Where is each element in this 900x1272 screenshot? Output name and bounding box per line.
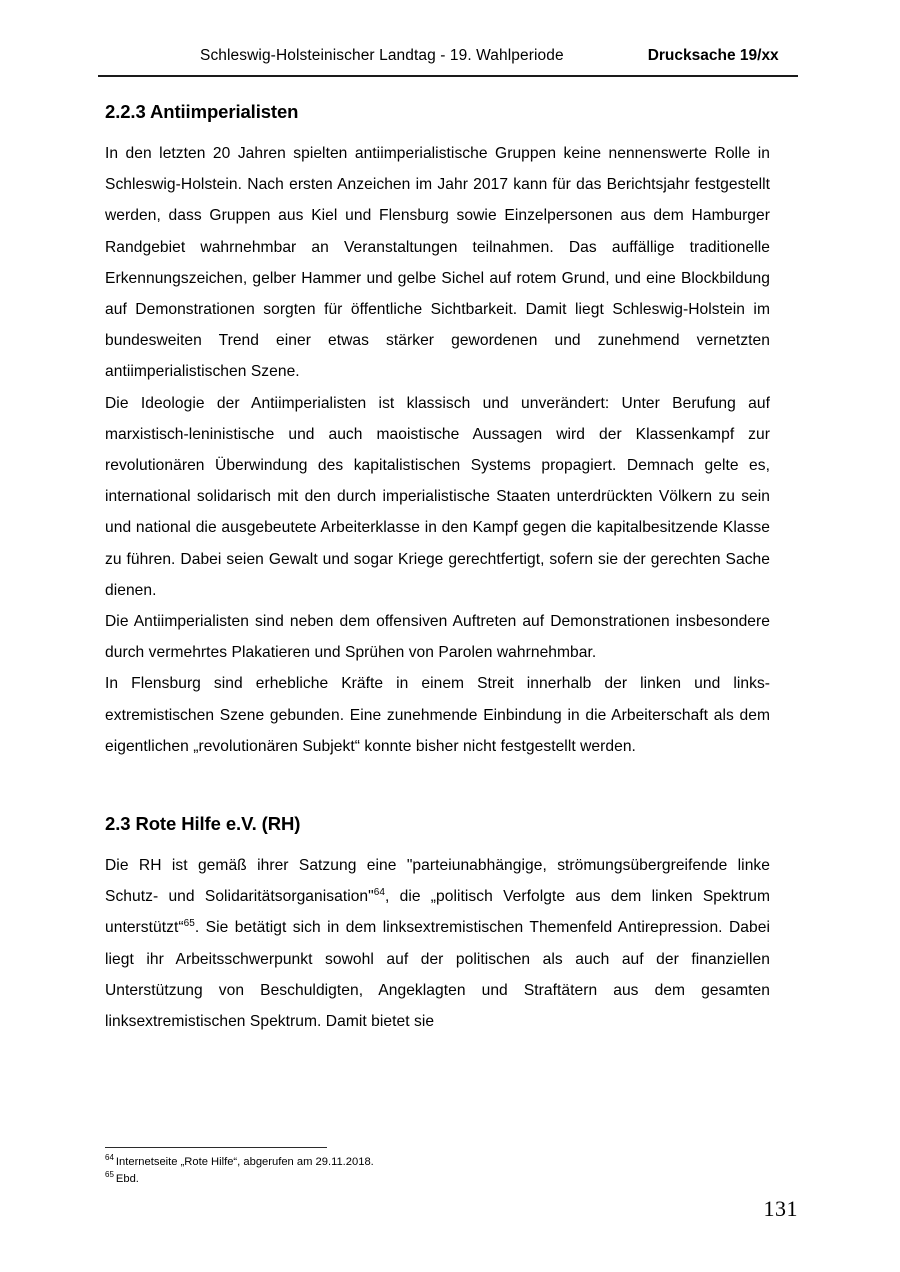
paragraph-with-footnote-refs bbox=[105, 850, 770, 1037]
page-header bbox=[98, 46, 798, 66]
header-center-title: Schleswig-Holsteinischer Landtag - 19. Wahlperiode bbox=[200, 47, 564, 64]
footnote-ref-65[interactable]: 65 bbox=[183, 918, 195, 930]
paragraph-text-part: . Sie betätigt sich in dem linksextremistischen Themenfeld Antirepression. Dabei liegt ihr Arbeitsschwerpunkt sowohl auf der politischen als auch auf der finanziellen Unterstützung von Beschuldigten, Angeklagten und Straftätern aus dem gesamten linksextremistischen Spektrum. Damit bietet sie bbox=[105, 919, 770, 1031]
page-number: 131 bbox=[763, 1196, 798, 1221]
paragraph: Die Antiimperialisten sind neben dem offensiven Auftreten auf Demonstrationen insbesondere durch vermehrtes Plakatieren und Sprühen von Parolen wahrnehmbar. bbox=[105, 613, 770, 662]
footnote-item bbox=[105, 1154, 770, 1171]
footnote-text: Internetseite „Rote Hilfe“, abgerufen am 29.11.2018. bbox=[115, 1156, 374, 1168]
footnote-area bbox=[105, 1154, 770, 1187]
footnote-marker: 64 bbox=[105, 1153, 114, 1163]
paragraph: In den letzten 20 Jahren spielten antiimperialistische Gruppen keine nennenswerte Rolle in Schleswig-Holstein. Nach ersten Anzeichen im Jahr 2017 kann für das Berichtsjahr festgestellt werden, dass Gruppen aus Kiel und Flensburg sowie Einzelpersonen aus dem Hamburger Randgebiet wahrnehmbar an Veranstaltungen teilnahmen. Das auffällige traditionelle Erkennungszeichen, gelber Hammer und gelbe Sichel auf rotem Grund, und eine Blockbildung auf Demonstrationen sorgten für öffentliche Sichtbarkeit. Damit liegt Schleswig-Holstein im bundesweiten Trend einer etwas stärker gewordenen und zunehmend vernetzten antiimperialistischen Szene. bbox=[105, 145, 770, 381]
footnote-text: Ebd. bbox=[115, 1172, 139, 1185]
footnote-item bbox=[105, 1171, 770, 1188]
paragraph-text-part: Die RH ist gemäß ihrer Satzung eine "parteiunabhängige, strömungsübergreifende linke Schutz- und Solidaritätsorganisation" bbox=[105, 857, 770, 906]
paragraph: In Flensburg sind erhebliche Kräfte in einem Streit innerhalb der linken und linksextremistischen Szene gebunden. Eine zunehmende Einbindung in die Arbeiterschaft als dem eigentlichen „revolutionären Subjekt“ konnte bisher nicht festgestellt werden. bbox=[105, 675, 770, 755]
footnote-ref-64[interactable]: 64 bbox=[373, 887, 385, 899]
footnote-marker: 65 bbox=[105, 1169, 114, 1179]
header-document-number: Drucksache 19/xx bbox=[647, 47, 779, 64]
section-heading-rote-hilfe: 2.3 Rote Hilfe e.V. (RH) bbox=[105, 813, 301, 835]
paragraph: Die Ideologie der Antiimperialisten ist klassisch und unverändert: Unter Berufung auf marxistisch-leninistische und auch maoistische Aussagen wird der Klassenkampf zur revolutionären Überwindung des kapitalistischen Systems propagiert. Demnach gelte es, international solidarisch mit den durch imperialistische Staaten unterdrückten Völkern zu sein und national die ausgebeutete Arbeiterklasse in den Kampf gegen die kapitalbesitzende Klasse zu führen. Dabei seien Gewalt und sogar Kriege gerechtfertigt, sofern sie der gerechten Sache dienen. bbox=[105, 394, 770, 599]
paragraph-text-part: , die „politisch Verfolgte aus dem linken Spektrum unterstützt“ bbox=[105, 888, 770, 937]
page-content bbox=[105, 100, 770, 1037]
footnote-separator-rule bbox=[105, 1147, 327, 1148]
section-heading-antiimperialisten: 2.2.3 Antiimperialisten bbox=[105, 101, 299, 122]
header-divider-rule bbox=[98, 75, 798, 77]
